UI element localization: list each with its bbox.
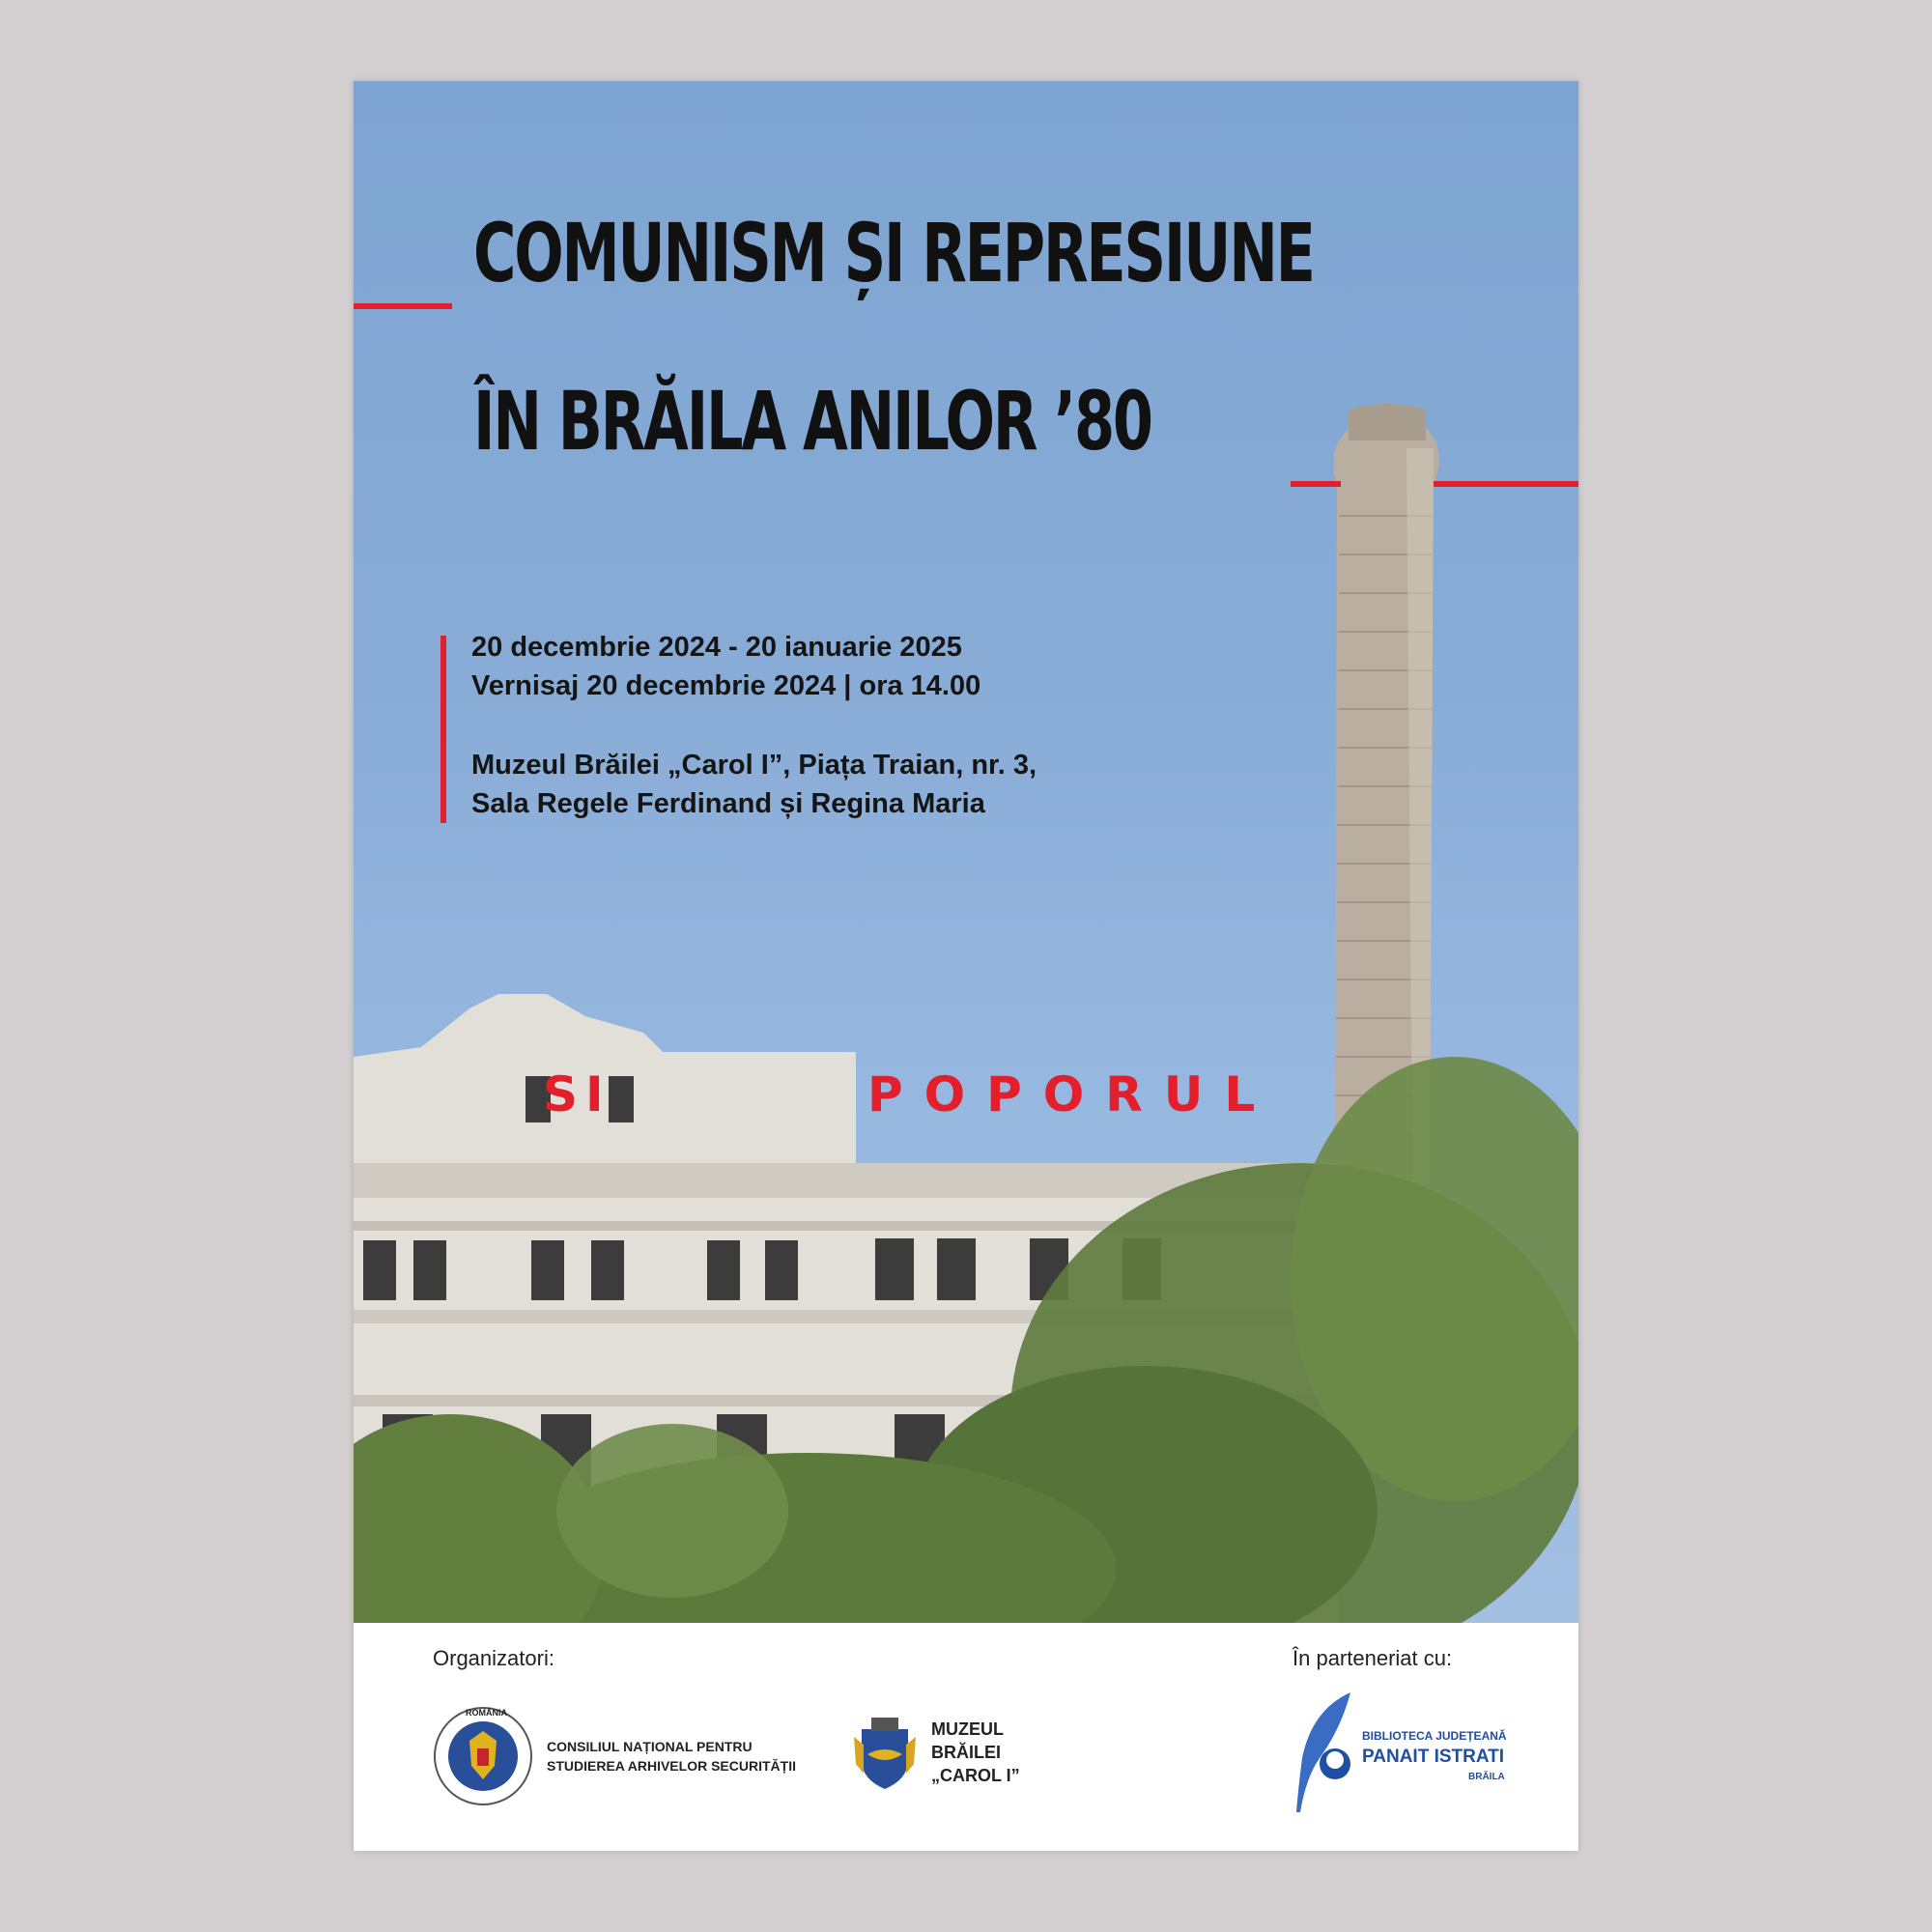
opening-time: Vernisaj 20 decembrie 2024 | ora 14.00 — [471, 670, 981, 701]
venue-room: Sala Regele Ferdinand și Regina Maria — [471, 788, 985, 819]
museum-name-line-1: MUZEUL — [931, 1719, 1004, 1739]
red-rule-right-a — [1291, 481, 1341, 487]
title-line-1: COMUNISM ȘI REPRESIUNE — [473, 206, 1314, 300]
title-line-2: ÎN BRĂILA ANILOR ’80 — [473, 374, 1151, 469]
footer — [354, 1623, 1578, 1851]
venue-address: Muzeul Brăilei „Carol I”, Piața Traian, nr. 3, — [471, 750, 1037, 781]
poster-photo — [354, 81, 1578, 1623]
muzeul-brailei-logo — [854, 1716, 916, 1791]
red-rule-left — [354, 303, 452, 309]
info-accent-bar — [440, 636, 446, 823]
library-name-line-3: BRĂILA — [1468, 1772, 1505, 1782]
red-rule-right-b — [1434, 481, 1578, 487]
roof-sign-poporul: POPORUL — [867, 1066, 1277, 1122]
cnsas-name-line-2: STUDIEREA ARHIVELOR SECURITĂȚII — [547, 1758, 796, 1774]
museum-name-line-2: BRĂILEI — [931, 1743, 1001, 1762]
library-name-line-2: PANAIT ISTRATI — [1362, 1747, 1505, 1767]
organizers-label: Organizatori: — [433, 1646, 554, 1670]
cnsas-seal-icon — [433, 1706, 533, 1806]
cnsas-name-line-1: CONSILIUL NAȚIONAL PENTRU — [547, 1739, 753, 1754]
roof-sign-si: SI — [543, 1066, 611, 1122]
partners-label: În parteneriat cu: — [1293, 1646, 1453, 1670]
exhibition-dates: 20 decembrie 2024 - 20 ianuarie 2025 — [471, 632, 962, 663]
museum-name-line-3: „CAROL I” — [931, 1766, 1020, 1785]
cnsas-logo — [433, 1706, 533, 1806]
library-name-line-1: BIBLIOTECA JUDEȚEANĂ — [1362, 1729, 1507, 1743]
poster — [354, 81, 1578, 1851]
building-illustration — [354, 81, 1578, 1623]
feather-quill-icon — [1293, 1690, 1360, 1816]
coat-of-arms-icon — [854, 1716, 916, 1791]
library-logo — [1293, 1690, 1360, 1816]
cnsas-seal-text: ROMÂNIA — [466, 1708, 507, 1718]
